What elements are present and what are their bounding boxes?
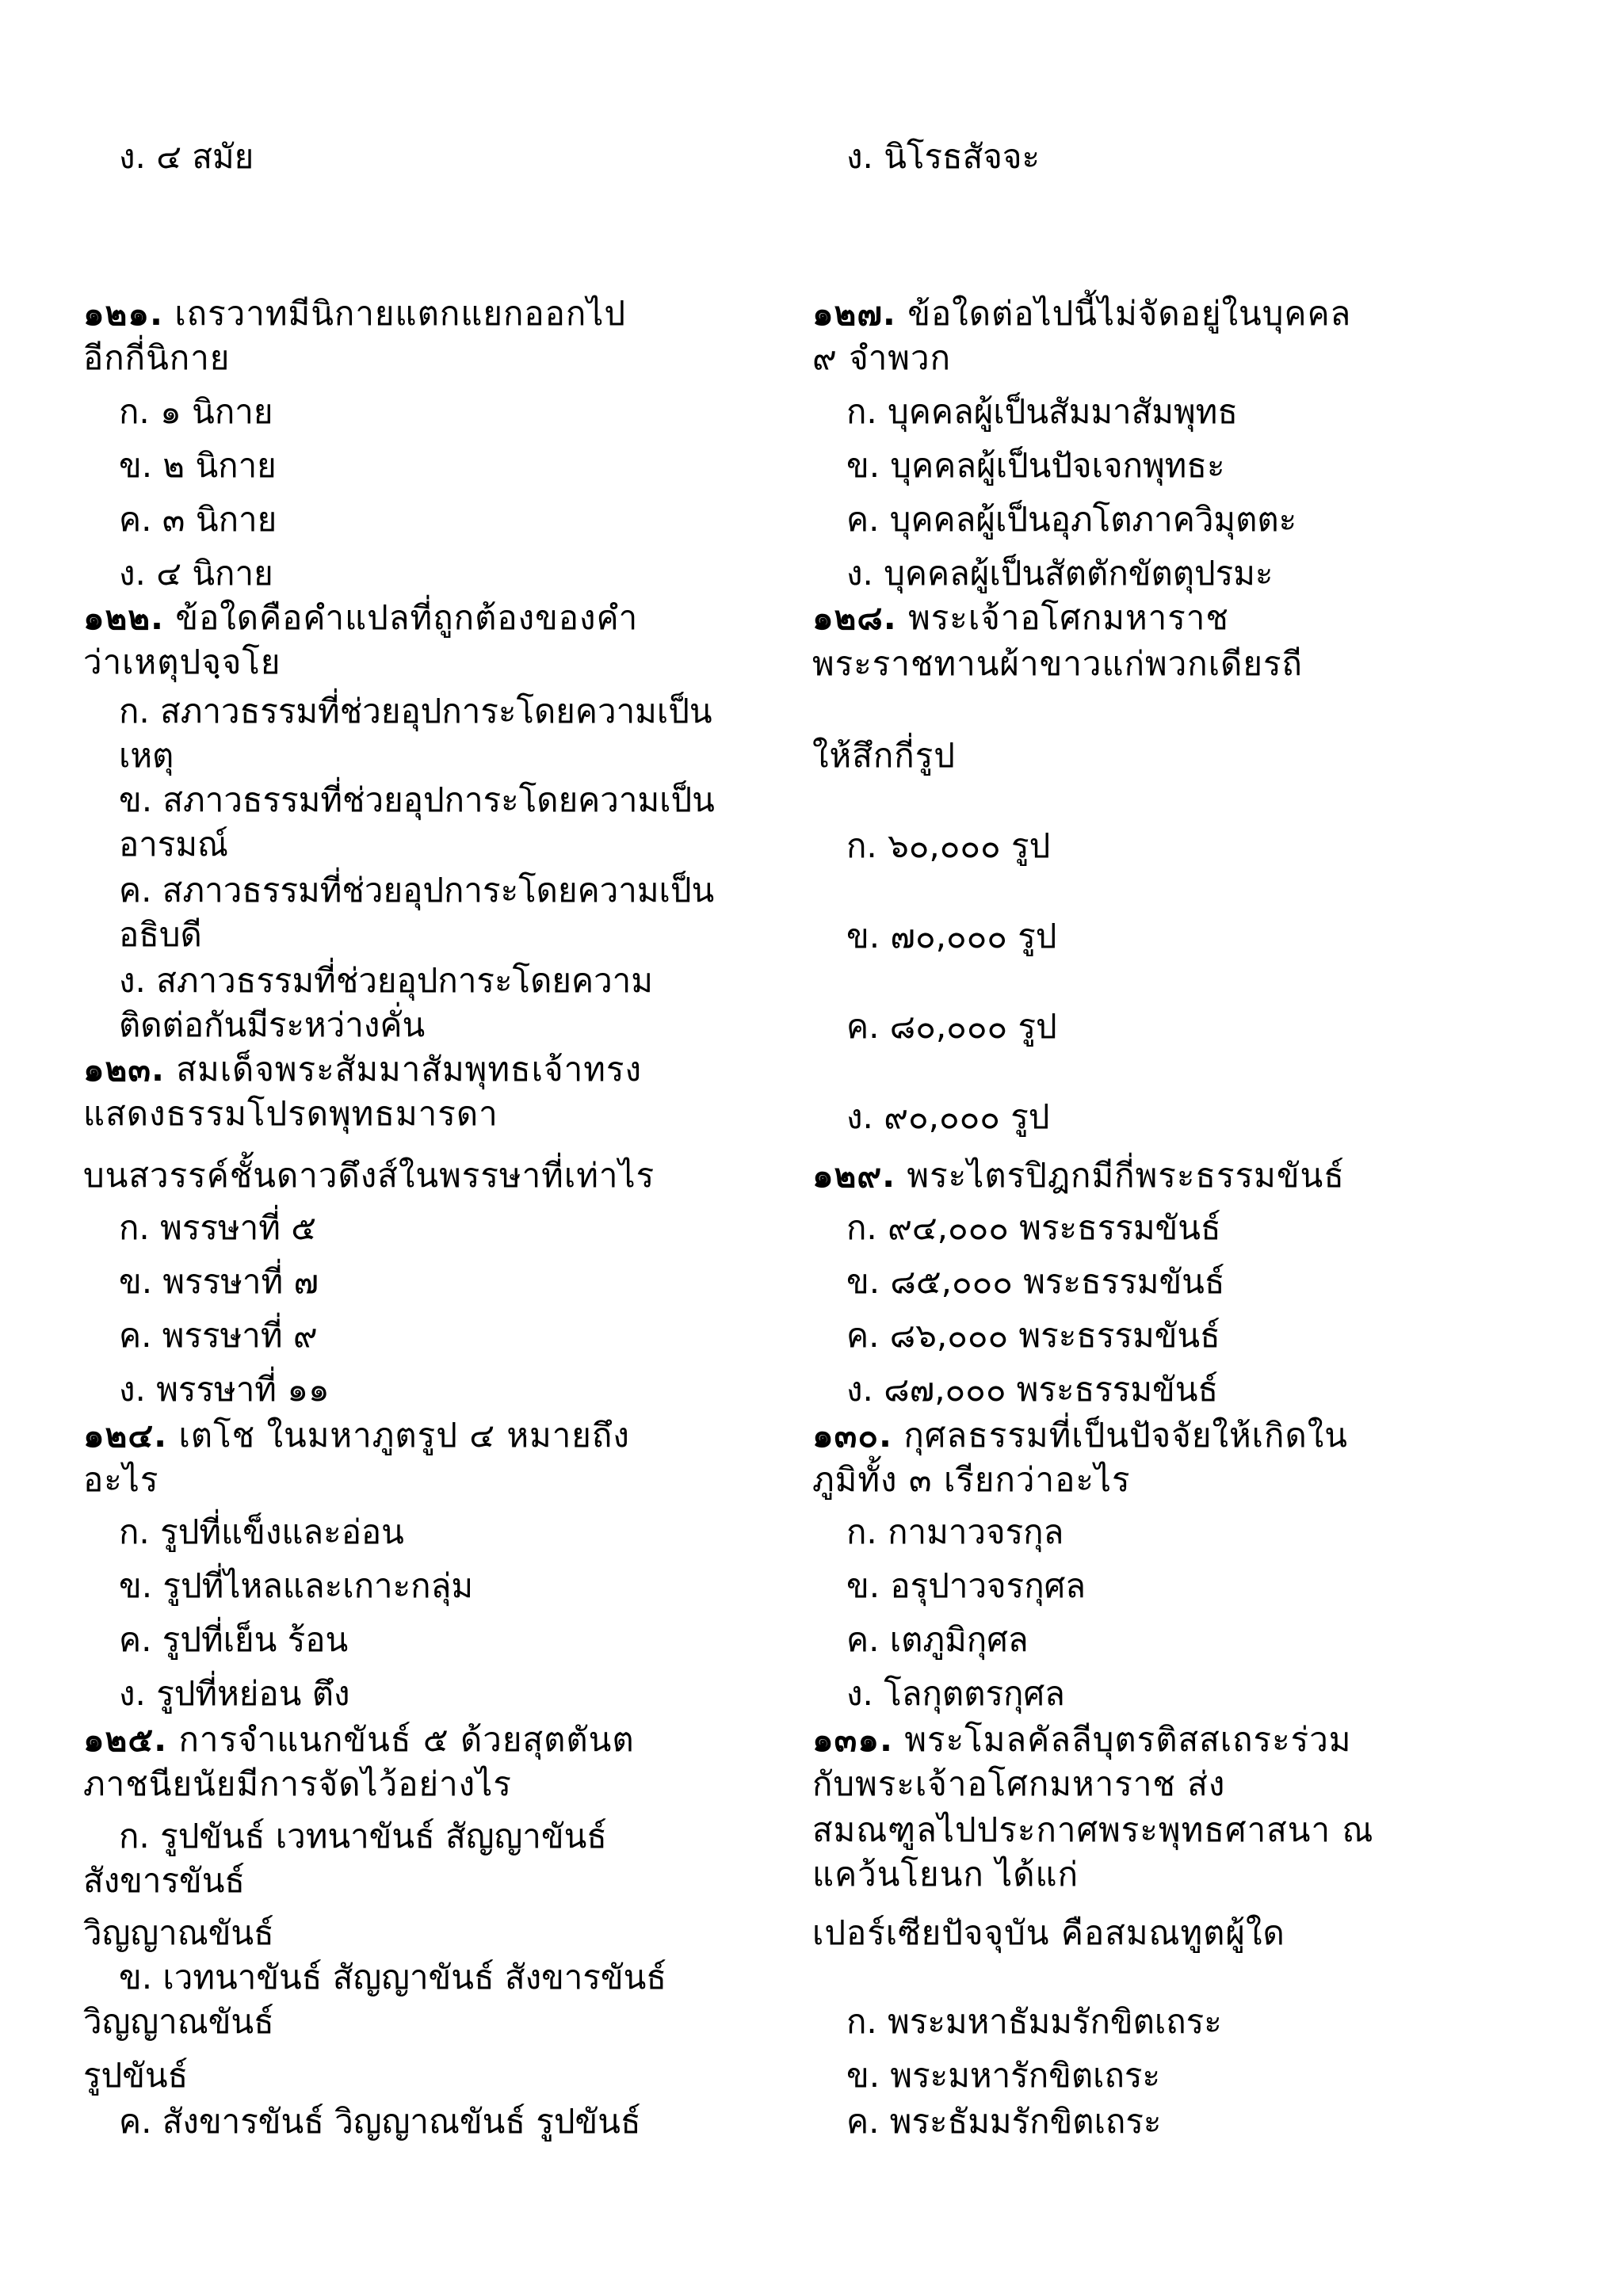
question-text: เถรวาทมีนิกายแตกแยกออกไป [174,294,627,333]
q127-option-b: ข. บุคคลผู้เป็นปัจเจกพุทธะ [846,446,1225,485]
question-122-cont: ว่าเหตุปจฺจโย [83,643,281,681]
question-number: ๑๒๘. [812,598,897,637]
q125-option-a-cont2: วิญญาณขันธ์ [83,1913,274,1952]
question-131-cont2: สมณฑูลไปประกาศพระพุทธศาสนา ณ [812,1810,1374,1849]
question-123-cont: แสดงธรรมโปรดพุทธมารดา [83,1094,498,1133]
right-top-option: ง. นิโรธสัจจะ [846,137,1041,176]
question-131-cont4: เปอร์เซียปัจจุบัน คือสมณทูตผู้ใด [812,1913,1285,1952]
question-125-cont: ภาชนียนัยมีการจัดไว้อย่างไร [83,1764,512,1803]
q127-option-d: ง. บุคคลผู้เป็นสัตตักขัตตุปรมะ [846,554,1274,593]
question-text: พระเจ้าอโศกมหาราช [908,598,1229,637]
q128-option-d: ง. ๙๐,๐๐๐ รูป [846,1097,1050,1136]
q124-option-b: ข. รูปที่ไหลและเกาะกลุ่ม [119,1566,474,1605]
q124-option-c: ค. รูปที่เย็น ร้อน [119,1620,349,1659]
question-131-cont3: แคว้นโยนก ได้แก่ [812,1855,1079,1894]
q130-option-c: ค. เตภูมิกุศล [846,1620,1029,1659]
left-top-option: ง. ๔ สมัย [119,137,254,176]
q125-option-c: ค. สังขารขันธ์ วิญญาณขันธ์ รูปขันธ์ [119,2102,641,2141]
q123-option-d: ง. พรรษาที่ ๑๑ [119,1370,330,1409]
q130-option-b: ข. อรุปาวจรกุศล [846,1566,1086,1605]
question-127-cont: ๙ จำพวก [812,338,952,377]
q121-option-d: ง. ๔ นิกาย [119,554,273,593]
q125-option-a: ก. รูปขันธ์ เวทนาขันธ์ สัญญาขันธ์ [119,1817,607,1855]
question-130-cont: ภูมิทั้ง ๓ เรียกว่าอะไร [812,1460,1131,1499]
q131-option-b: ข. พระมหารักขิตเถระ [846,2056,1161,2095]
question-123-cont2: บนสวรรค์ชั้นดาวดึงส์ในพรรษาที่เท่าไร [83,1156,655,1195]
question-text: สมเด็จพระสัมมาสัมพุทธเจ้าทรง [176,1050,642,1089]
question-text: ข้อใดต่อไปนี้ไม่จัดอยู่ในบุคคล [907,294,1352,333]
q121-option-a: ก. ๑ นิกาย [119,392,273,431]
question-121-cont: อีกกี่นิกาย [83,338,231,377]
question-125 [83,1718,635,1762]
question-number: ๑๓๐. [812,1416,892,1455]
question-text: ข้อใดคือคำแปลที่ถูกต้องของคำ [175,598,639,637]
q121-option-c: ค. ๓ นิกาย [119,500,277,539]
q131-option-c: ค. พระธัมมรักขิตเถระ [846,2102,1162,2141]
q127-option-a: ก. บุคคลผู้เป็นสัมมาสัมพุทธ [846,392,1238,431]
q130-option-a: ก. กามาวจรกุล [846,1512,1064,1551]
q123-option-c: ค. พรรษาที่ ๙ [119,1316,318,1355]
question-122 [83,596,638,640]
q122-option-d-cont: ติดต่อกันมีระหว่างคั่น [119,1005,426,1044]
question-124-cont: อะไร [83,1460,159,1499]
q122-option-d: ง. สภาวธรรมที่ช่วยอุปการะโดยความ [119,961,653,1000]
question-text: เตโช ในมหาภูตรูป ๔ หมายถึง [178,1416,630,1455]
q131-option-a: ก. พระมหาธัมมรักขิตเถระ [846,2002,1222,2041]
question-128-cont: พระราชทานผ้าขาวแก่พวกเดียรถี [812,644,1303,683]
question-number: ๑๓๑. [812,1720,893,1759]
q123-option-a: ก. พรรษาที่ ๕ [119,1208,317,1247]
question-123 [83,1047,642,1092]
question-127 [812,292,1351,336]
question-number: ๑๒๔. [83,1416,168,1455]
q122-option-a: ก. สภาวธรรมที่ช่วยอุปการะโดยความเป็น [119,692,712,730]
question-number: ๑๒๙. [812,1156,896,1195]
q125-option-b-cont2: รูปขันธ์ [83,2056,189,2095]
question-number: ๑๒๕. [83,1720,168,1759]
question-text: กุศลธรรมที่เป็นปัจจัยให้เกิดใน [903,1416,1348,1455]
q122-option-c: ค. สภาวธรรมที่ช่วยอุปการะโดยความเป็น [119,871,715,910]
q129-option-c: ค. ๘๖,๐๐๐ พระธรรมขันธ์ [846,1316,1220,1355]
question-number: ๑๒๑. [83,294,163,333]
q124-option-d: ง. รูปที่หย่อน ตึง [119,1674,350,1713]
question-number: ๑๒๓. [83,1050,166,1089]
q128-option-b: ข. ๗๐,๐๐๐ รูป [846,917,1057,955]
q130-option-d: ง. โลกุตตรกุศล [846,1674,1065,1713]
question-number: ๑๒๒. [83,598,164,637]
question-131-cont: กับพระเจ้าอโศกมหาราช ส่ง [812,1764,1226,1803]
question-128-cont2: ให้สึกกี่รูป [812,736,956,775]
q123-option-b: ข. พรรษาที่ ๗ [119,1262,319,1301]
q128-option-c: ค. ๘๐,๐๐๐ รูป [846,1007,1057,1046]
q124-option-a: ก. รูปที่แข็งและอ่อน [119,1512,404,1551]
question-130 [812,1413,1348,1458]
q129-option-d: ง. ๘๗,๐๐๐ พระธรรมขันธ์ [846,1370,1219,1409]
q122-option-b: ข. สภาวธรรมที่ช่วยอุปการะโดยความเป็น [119,780,715,819]
q129-option-a: ก. ๙๔,๐๐๐ พระธรรมขันธ์ [846,1208,1221,1247]
q125-option-b: ข. เวทนาขันธ์ สัญญาขันธ์ สังขารขันธ์ [119,1958,666,1997]
question-text: การจำแนกขันธ์ ๕ ด้วยสุตตันต [178,1720,635,1759]
question-128 [812,596,1229,640]
question-text: พระไตรปิฎกมีกี่พระธรรมขันธ์ [907,1156,1345,1195]
q122-option-b-cont: อารมณ์ [119,825,229,864]
question-121 [83,292,626,336]
question-text: พระโมลคัลลีบุตรติสสเถระร่วม [904,1720,1352,1759]
q122-option-a-cont: เหตุ [119,736,174,775]
question-131 [812,1718,1351,1762]
q129-option-b: ข. ๘๕,๐๐๐ พระธรรมขันธ์ [846,1262,1225,1301]
question-129 [812,1154,1345,1198]
q128-option-a: ก. ๖๐,๐๐๐ รูป [846,826,1051,865]
q121-option-b: ข. ๒ นิกาย [119,446,277,485]
question-124 [83,1413,630,1458]
q122-option-c-cont: อธิบดี [119,915,202,954]
question-number: ๑๒๗. [812,294,896,333]
q127-option-c: ค. บุคคลผู้เป็นอุภโตภาควิมุตตะ [846,500,1297,539]
q125-option-a-cont: สังขารขันธ์ [83,1861,246,1900]
q125-option-b-cont: วิญญาณขันธ์ [83,2002,274,2041]
